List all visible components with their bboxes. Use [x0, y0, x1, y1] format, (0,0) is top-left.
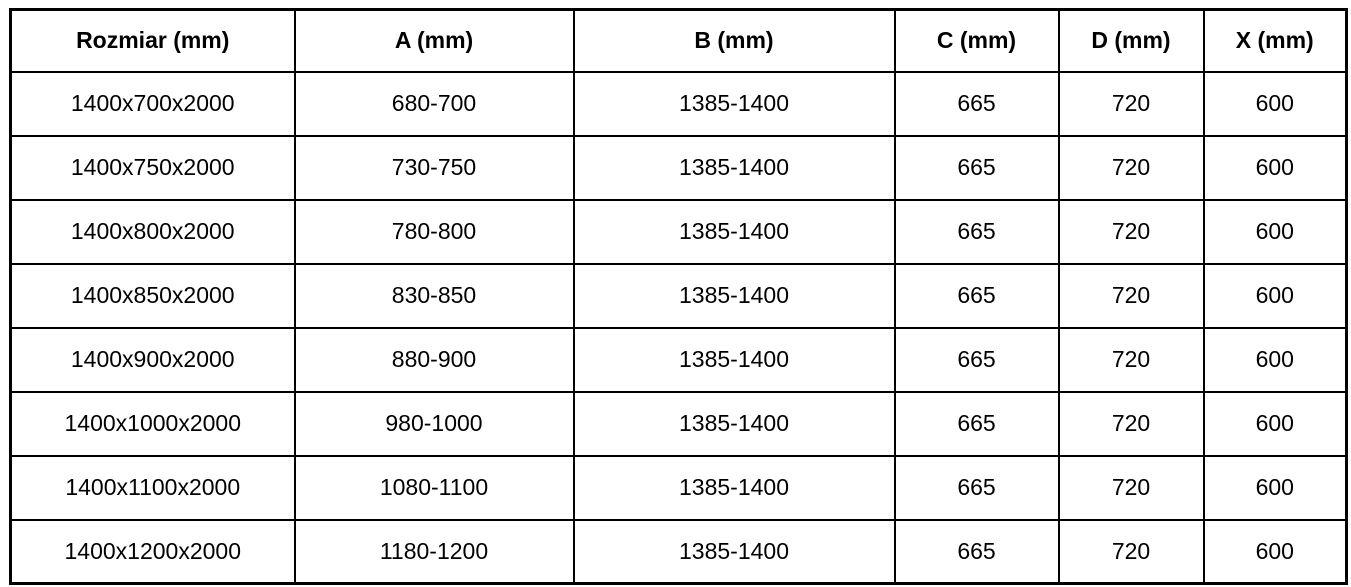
table-cell-rozmiar: 1400x1100x2000: [11, 456, 295, 520]
table-cell-rozmiar: 1400x900x2000: [11, 328, 295, 392]
table-cell-rozmiar: 1400x750x2000: [11, 136, 295, 200]
table-cell-b: 1385-1400: [574, 264, 895, 328]
table-cell-rozmiar: 1400x1000x2000: [11, 392, 295, 456]
table-cell-a: 680-700: [295, 72, 574, 136]
table-cell-d: 720: [1059, 456, 1204, 520]
column-header-x: X (mm): [1204, 10, 1347, 72]
table-cell-d: 720: [1059, 200, 1204, 264]
table-cell-x: 600: [1204, 200, 1347, 264]
table-cell-rozmiar: 1400x1200x2000: [11, 520, 295, 584]
table-cell-rozmiar: 1400x700x2000: [11, 72, 295, 136]
table-cell-x: 600: [1204, 520, 1347, 584]
table-cell-x: 600: [1204, 264, 1347, 328]
table-cell-d: 720: [1059, 392, 1204, 456]
table-cell-b: 1385-1400: [574, 392, 895, 456]
table-cell-c: 665: [895, 392, 1059, 456]
table-cell-d: 720: [1059, 136, 1204, 200]
column-header-rozmiar: Rozmiar (mm): [11, 10, 295, 72]
table-cell-b: 1385-1400: [574, 456, 895, 520]
table-cell-a: 880-900: [295, 328, 574, 392]
table-cell-c: 665: [895, 136, 1059, 200]
table-cell-c: 665: [895, 200, 1059, 264]
column-header-d: D (mm): [1059, 10, 1204, 72]
table-cell-b: 1385-1400: [574, 328, 895, 392]
table-row: [11, 392, 1347, 456]
table-cell-a: 980-1000: [295, 392, 574, 456]
table-cell-b: 1385-1400: [574, 200, 895, 264]
table-cell-a: 830-850: [295, 264, 574, 328]
table-cell-a: 730-750: [295, 136, 574, 200]
table-cell-rozmiar: 1400x850x2000: [11, 264, 295, 328]
table-cell-d: 720: [1059, 520, 1204, 584]
table-row: [11, 520, 1347, 584]
table-cell-c: 665: [895, 520, 1059, 584]
table-cell-b: 1385-1400: [574, 520, 895, 584]
table-cell-c: 665: [895, 264, 1059, 328]
table-cell-c: 665: [895, 72, 1059, 136]
table-row: [11, 328, 1347, 392]
table-row: [11, 72, 1347, 136]
table-cell-x: 600: [1204, 72, 1347, 136]
table-row: [11, 200, 1347, 264]
table-row: [11, 264, 1347, 328]
table-header: [11, 10, 1347, 72]
table-cell-b: 1385-1400: [574, 136, 895, 200]
table-cell-x: 600: [1204, 392, 1347, 456]
column-header-a: A (mm): [295, 10, 574, 72]
table-body: [11, 72, 1347, 584]
table-cell-d: 720: [1059, 328, 1204, 392]
table-cell-c: 665: [895, 328, 1059, 392]
table-cell-a: 1080-1100: [295, 456, 574, 520]
column-header-c: C (mm): [895, 10, 1059, 72]
table-cell-a: 780-800: [295, 200, 574, 264]
table-cell-x: 600: [1204, 456, 1347, 520]
table-cell-b: 1385-1400: [574, 72, 895, 136]
column-header-b: B (mm): [574, 10, 895, 72]
dimensions-table: [9, 8, 1348, 585]
table-cell-x: 600: [1204, 136, 1347, 200]
table-cell-c: 665: [895, 456, 1059, 520]
header-row: [11, 10, 1347, 72]
table-cell-d: 720: [1059, 72, 1204, 136]
table-cell-d: 720: [1059, 264, 1204, 328]
table-cell-a: 1180-1200: [295, 520, 574, 584]
table-row: [11, 136, 1347, 200]
table-cell-x: 600: [1204, 328, 1347, 392]
table-cell-rozmiar: 1400x800x2000: [11, 200, 295, 264]
table-row: [11, 456, 1347, 520]
